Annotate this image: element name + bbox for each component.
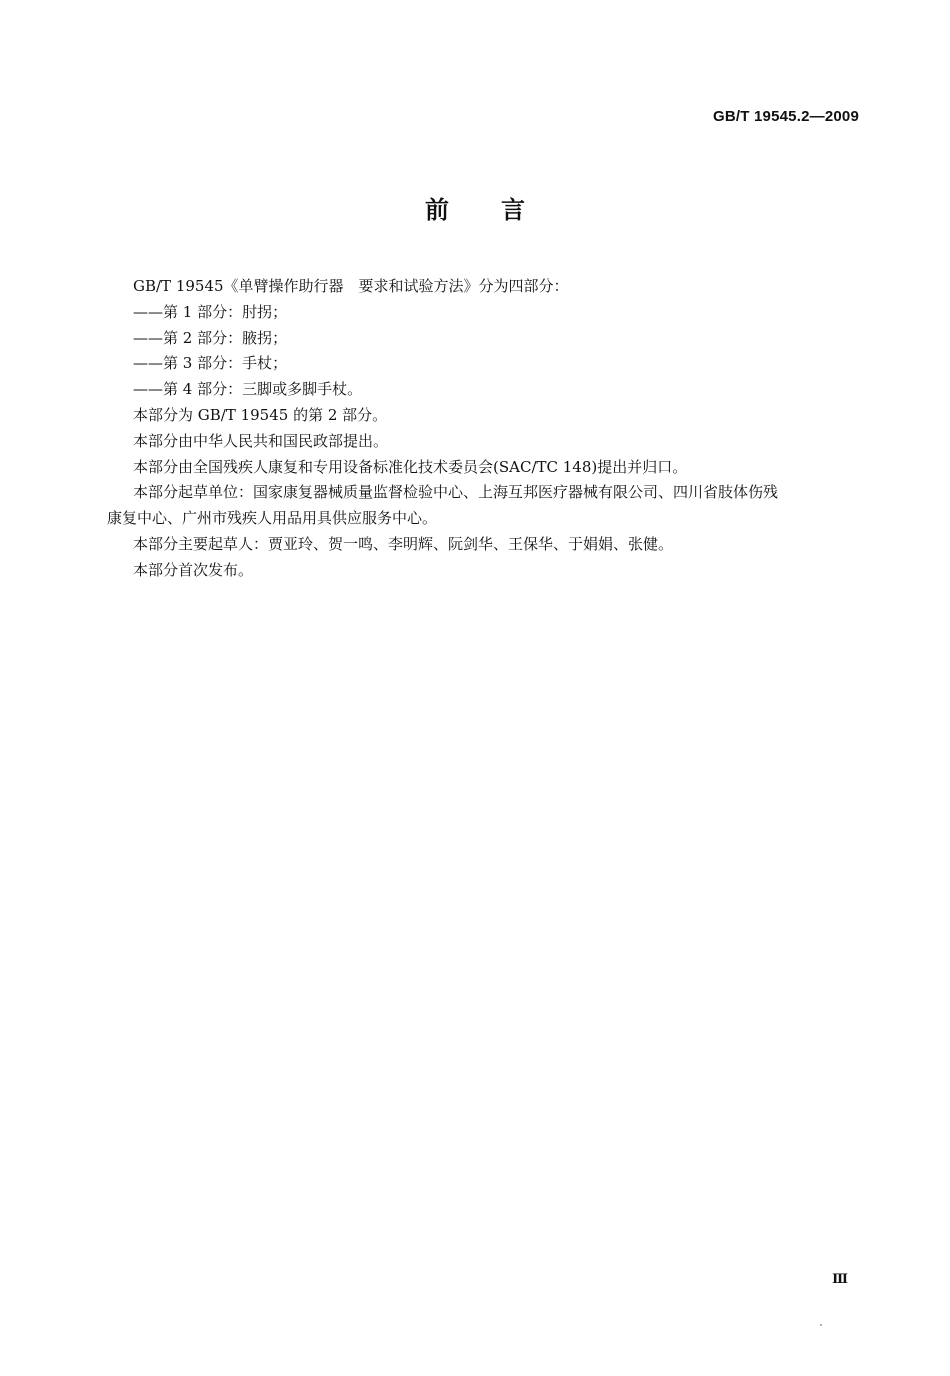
- foreword-body: [107, 274, 863, 584]
- paragraph-drafters: 本部分主要起草人：贾亚玲、贺一鸣、李明辉、阮剑华、王保华、于娟娟、张健。: [133, 534, 674, 553]
- list-item-part-2: ——第 2 部分：腋拐；: [133, 328, 288, 347]
- page-number: Ⅲ: [832, 1272, 847, 1287]
- paragraph-proposed-by: 本部分由中华人民共和国民政部提出。: [133, 431, 389, 450]
- page-title: 前言: [425, 196, 577, 224]
- paragraph-drafting-units-continued: 康复中心、广州市残疾人用品用具供应服务中心。: [107, 509, 438, 528]
- paragraph-this-part: 本部分为 GB/T 19545 的第 2 部分。: [133, 405, 388, 424]
- paragraph-first-release: 本部分首次发布。: [133, 560, 254, 579]
- paragraph-parts-intro: GB/T 19545《单臂操作助行器 要求和试验方法》分为四部分：: [133, 277, 569, 295]
- standard-code: GB/T 19545.2—2009: [713, 108, 859, 125]
- scan-speck: [820, 1324, 822, 1326]
- list-item-part-1: ——第 1 部分：肘拐；: [133, 302, 288, 321]
- paragraph-centralized-by: 本部分由全国残疾人康复和专用设备标准化技术委员会(SAC/TC 148)提出并归口。: [133, 457, 688, 476]
- list-item-part-3: ——第 3 部分：手杖；: [133, 354, 288, 373]
- list-item-part-4: ——第 4 部分：三脚或多脚手杖。: [133, 380, 363, 399]
- paragraph-drafting-units: 本部分起草单位：国家康复器械质量监督检验中心、上海互邦医疗器械有限公司、四川省肢体伤残: [133, 483, 779, 502]
